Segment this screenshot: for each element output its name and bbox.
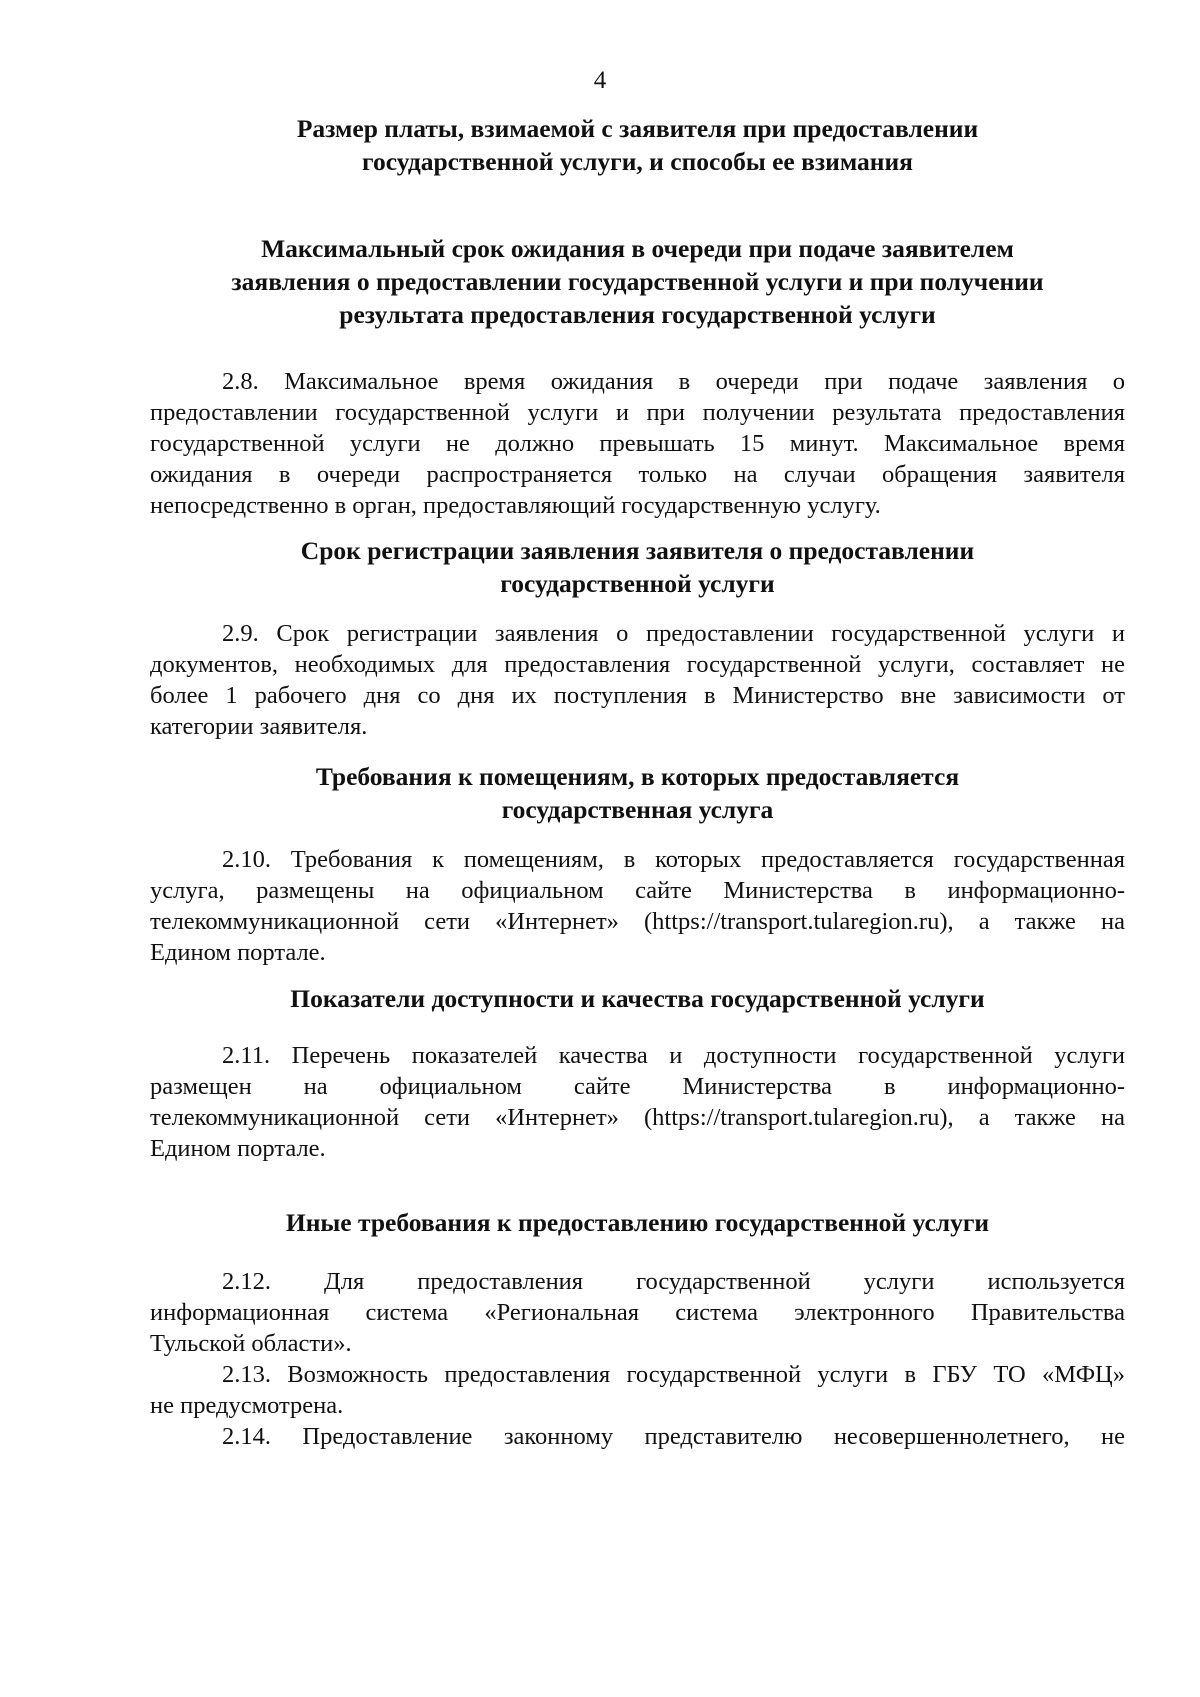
heading-line: Показатели доступности и качества государственной услуги [290,984,985,1013]
section-heading-accessibility [150,982,1125,1015]
paragraph-line: ожидания в очереди распространяется только на случаи обращения заявителя [150,461,1125,488]
heading-line: Иные требования к предоставлению государственной услуги [285,1208,990,1237]
section-heading-fee [150,112,1125,178]
paragraph-line: 2.9. Срок регистрации заявления о предоставлении государственной услуги и [222,620,1125,647]
heading-line: государственная услуга [501,795,774,824]
heading-line: результата предоставления государственной услуги [339,300,936,329]
paragraph-line: документов, необходимых для предоставления государственной услуги, составляет не [150,651,1125,678]
page-number: 4 [593,67,607,94]
paragraph-2-14 [150,1421,1125,1452]
paragraph-line: Едином портале. [150,939,326,966]
paragraph-line: 2.10. Требования к помещениям, в которых предоставляется государственная [222,846,1125,873]
paragraph-line: 2.8. Максимальное время ожидания в очереди при подаче заявления о [222,368,1125,395]
paragraph-2-13 [150,1359,1125,1421]
paragraph-line: предоставлении государственной услуги и при получении результата предоставления [150,399,1125,426]
paragraph-line: 2.11. Перечень показателей качества и доступности государственной услуги [222,1042,1125,1069]
heading-line: государственной услуги [500,569,775,598]
paragraph-line: категории заявителя. [150,713,368,740]
heading-line: Требования к помещениям, в которых предоставляется [315,762,960,791]
paragraph-2-11 [150,1040,1125,1164]
paragraph-line: не предусмотрена. [150,1392,344,1419]
paragraph-line: телекоммуникационной сети «Интернет» (https://transport.tularegion.ru), а также на [150,908,1125,935]
paragraph-line: 2.13. Возможность предоставления государственной услуги в ГБУ ТО «МФЦ» [222,1361,1125,1388]
heading-line: Максимальный срок ожидания в очереди при подаче заявителем [261,234,1014,263]
paragraph-line: размещен на официальном сайте Министерства в информационно- [150,1073,1125,1100]
paragraph-line: государственной услуги не должно превышать 15 минут. Максимальное время [150,430,1125,457]
paragraph-line: 2.12. Для предоставления государственной услуги используется [222,1268,1125,1295]
paragraph-line: 2.14. Предоставление законному представителю несовершеннолетнего, не [222,1423,1125,1450]
paragraph-2-12 [150,1266,1125,1359]
paragraph-2-8 [150,366,1125,521]
section-heading-queue-time [150,232,1125,331]
paragraph-line: услуга, размещены на официальном сайте Министерства в информационно- [150,877,1125,904]
heading-line: Размер платы, взимаемой с заявителя при предоставлении [296,114,979,143]
paragraph-line: Едином портале. [150,1135,326,1162]
paragraph-line: Тульской области». [150,1330,352,1357]
paragraph-2-9 [150,618,1125,742]
paragraph-line: информационная система «Региональная система электронного Правительства [150,1299,1125,1326]
section-heading-premises [150,760,1125,826]
heading-line: заявления о предоставлении государственной услуги и при получении [231,267,1044,296]
heading-line: Срок регистрации заявления заявителя о предоставлении [300,536,975,565]
section-heading-registration [150,534,1125,600]
section-heading-other-requirements [150,1206,1125,1239]
heading-line: государственной услуги, и способы ее взимания [362,147,913,176]
paragraph-2-10 [150,844,1125,968]
paragraph-line: телекоммуникационной сети «Интернет» (https://transport.tularegion.ru), а также на [150,1104,1125,1131]
paragraph-line: более 1 рабочего дня со дня их поступления в Министерство вне зависимости от [150,682,1125,709]
paragraph-line: непосредственно в орган, предоставляющий государственную услугу. [150,492,881,519]
